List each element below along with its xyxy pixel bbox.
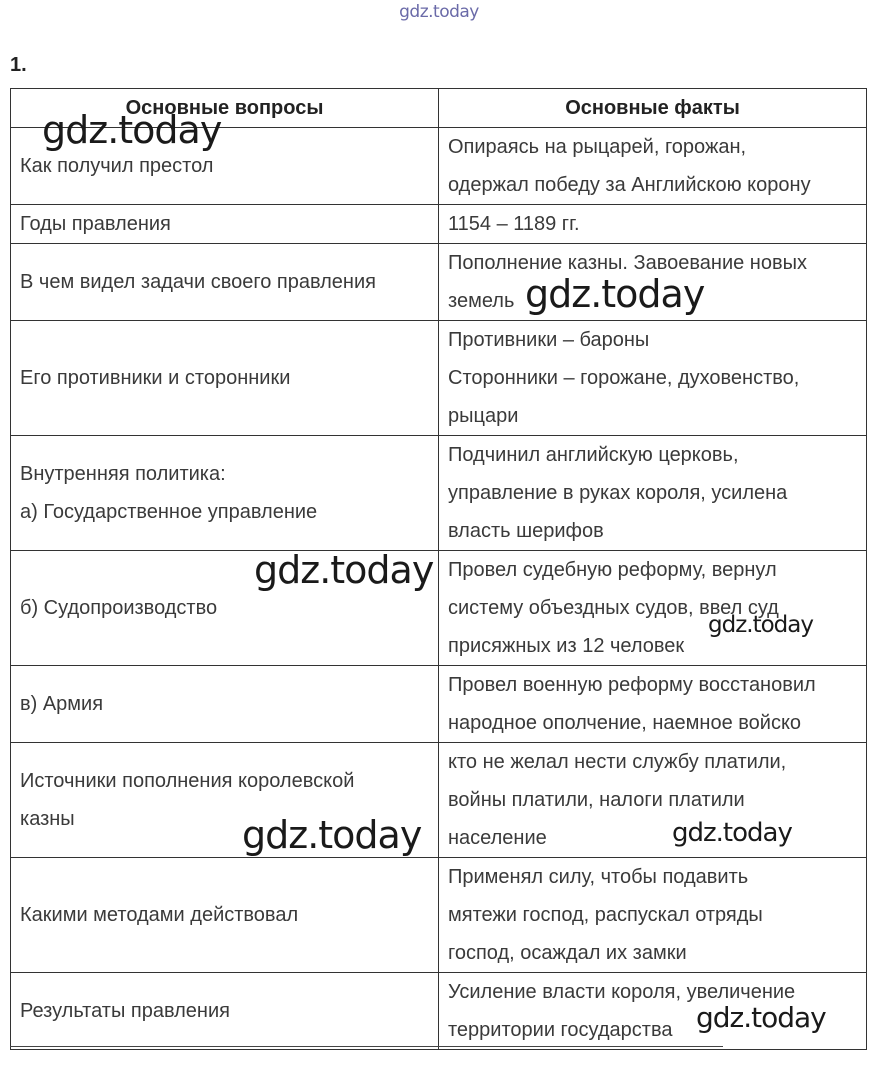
facts-cell [439,743,867,858]
question-cell [11,666,439,743]
facts-cell [439,551,867,666]
facts-line: войны платили, налоги платили [448,789,745,811]
watermark: gdz.today [242,813,422,857]
facts-cell [439,436,867,551]
question-line: Его противники и сторонники [20,367,291,389]
header-facts: Основные факты [439,89,867,128]
facts-cell [439,321,867,436]
question-line: В чем видел задачи своего правления [20,271,376,293]
watermark: gdz.today [42,108,222,152]
facts-line: Усиление власти короля, увеличение [448,981,796,1003]
question-cell [11,244,439,321]
watermark: gdz.today [696,1001,826,1034]
facts-cell [439,244,867,321]
question-cell [11,551,439,666]
table-row [11,666,867,743]
facts-line: управление в руках короля, усилена [448,482,788,504]
facts-line: Сторонники – горожане, духовенство, [448,367,800,389]
table-row [11,973,867,1050]
table-row [11,244,867,321]
facts-line: рыцари [448,405,519,427]
facts-line: народное ополчение, наемное войско [448,712,802,734]
watermark: gdz.today [254,548,434,592]
question-line: Источники пополнения королевской [20,770,355,792]
facts-line: присяжных из 12 человек [448,635,685,657]
facts-line: население [448,827,547,849]
question-line: Внутренняя политика: [20,463,226,485]
facts-line: 1154 – 1189 гг. [448,213,580,235]
facts-line: господ, осаждал их замки [448,942,687,964]
table-row [11,551,867,666]
facts-table [10,88,867,1050]
question-line: Годы правления [20,213,171,235]
table-row [11,205,867,244]
watermark: gdz.today [708,612,813,638]
facts-line: Опираясь на рыцарей, горожан, [448,136,747,158]
question-line: Какими методами действовал [20,904,299,926]
facts-line: Противники – бароны [448,329,650,351]
facts-line: кто не желал нести службу платили, [448,751,787,773]
facts-cell [439,128,867,205]
question-cell [11,858,439,973]
facts-cell [439,205,867,244]
question-line: казны [20,808,75,830]
question-line: б) Судопроизводство [20,597,218,619]
facts-line: власть шерифов [448,520,604,542]
question-cell [11,128,439,205]
question-line: Как получил престол [20,155,214,177]
watermark: gdz.today [672,818,792,848]
question-cell [11,973,439,1050]
facts-line: территории государства [448,1019,673,1041]
facts-line: Пополнение казны. Завоевание новых [448,252,807,274]
task-number: 1. [10,54,27,76]
facts-line: Провел судебную реформу, вернул [448,559,777,581]
bottom-divider [10,1046,723,1047]
question-line: Результаты правления [20,1000,230,1022]
facts-cell [439,666,867,743]
table-row [11,858,867,973]
facts-line: мятежи господ, распускал отряды [448,904,763,926]
facts-cell [439,858,867,973]
table-row [11,743,867,858]
facts-line: земель [448,290,515,312]
table-row [11,321,867,436]
facts-line: Применял силу, чтобы подавить [448,866,749,888]
table-row [11,436,867,551]
header-watermark: gdz.today [399,2,479,22]
watermark: gdz.today [525,272,705,316]
header-questions: Основные вопросы [11,89,439,128]
facts-line: систему объездных судов, ввел суд [448,597,779,619]
question-cell [11,436,439,551]
question-cell [11,205,439,244]
facts-line: одержал победу за Английскою корону [448,174,811,196]
table-row [11,128,867,205]
question-line: в) Армия [20,693,104,715]
facts-line: Подчинил английскую церковь, [448,444,739,466]
question-cell [11,743,439,858]
table-header-row [11,89,867,128]
facts-cell [439,973,867,1050]
question-cell [11,321,439,436]
facts-line: Провел военную реформу восстановил [448,674,816,696]
question-line: а) Государственное управление [20,501,318,523]
